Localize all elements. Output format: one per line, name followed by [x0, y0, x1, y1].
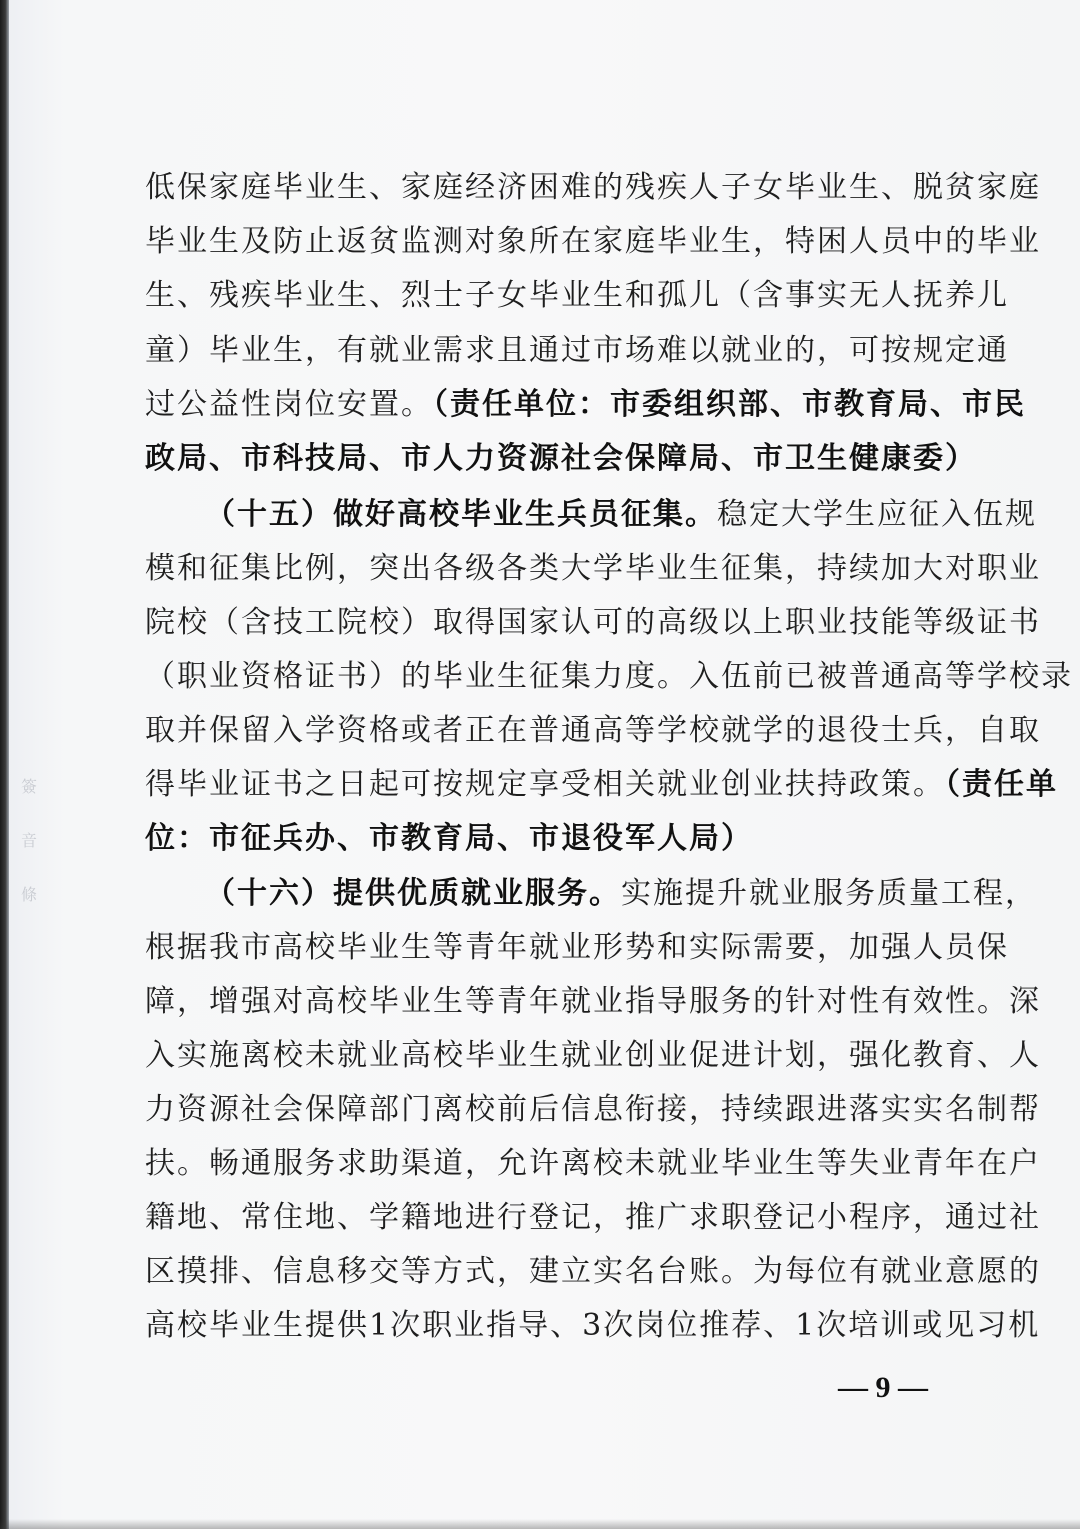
text-line: 扶。畅通服务求助渠道，允许离校未就业毕业生等失业青年在户: [145, 1146, 1041, 1181]
page-binding-shadow: [0, 0, 9, 1529]
page-number: — 9 —: [838, 1371, 928, 1404]
text-line: 童）毕业生，有就业需求且通过市场难以就业的，可按规定通: [145, 333, 1009, 368]
text-run: 过公益性岗位安置。: [145, 387, 433, 422]
text-line: 生、残疾毕业生、烈士子女毕业生和孤儿（含事实无人抚养儿: [145, 278, 1009, 313]
section-heading-15: （十五）做好高校毕业生兵员征集。: [205, 497, 717, 532]
text-run: 稳定大学生应征入伍规: [717, 497, 1037, 532]
text-line: 高校毕业生提供1次职业指导、3次岗位推荐、1次培训或见习机: [145, 1308, 1041, 1343]
text-run: 得毕业证书之日起可按规定享受相关就业创业扶持政策。: [145, 767, 945, 802]
text-line: （职业资格证书）的毕业生征集力度。入伍前已被普通高等学校录: [145, 659, 1073, 694]
section-heading-line: [205, 872, 1037, 916]
text-line: 力资源社会保障部门离校前后信息衔接，持续跟进落实实名制帮: [145, 1092, 1041, 1127]
text-line: 入实施离校未就业高校毕业生就业创业促进计划，强化教育、人: [145, 1038, 1041, 1073]
text-line: 模和征集比例，突出各级各类大学毕业生征集，持续加大对职业: [145, 551, 1041, 586]
text-line: 取并保留入学资格或者正在普通高等学校就学的退役士兵，自取: [145, 713, 1041, 748]
text-line: [145, 763, 1058, 807]
text-line: 毕业生及防止返贫监测对象所在家庭毕业生，特困人员中的毕业: [145, 224, 1041, 259]
text-line: 低保家庭毕业生、家庭经济困难的残疾人子女毕业生、脱贫家庭: [145, 170, 1041, 205]
text-line: [145, 817, 950, 861]
responsible-units-text: （责任单位：市委组织部、市教育局、市民: [433, 387, 1026, 422]
text-run: 实施提升就业服务质量工程，: [621, 876, 1037, 911]
text-line: 障，增强对高校毕业生等青年就业指导服务的针对性有效性。深: [145, 984, 1041, 1019]
margin-bleed-mark: 條: [20, 885, 37, 904]
text-line: 院校（含技工院校）取得国家认可的高级以上职业技能等级证书: [145, 605, 1041, 640]
margin-bleed-mark: 音: [20, 831, 37, 850]
responsible-units-text: 政局、市科技局、市人力资源社会保障局、市卫生健康委）: [145, 441, 977, 476]
responsible-units-text: （责任单: [945, 767, 1058, 802]
text-line: [145, 437, 977, 481]
margin-bleed-mark: 簽: [20, 777, 37, 796]
text-line: [145, 383, 1026, 427]
text-line: 籍地、常住地、学籍地进行登记，推广求职登记小程序，通过社: [145, 1200, 1041, 1235]
section-heading-16: （十六）提供优质就业服务。: [205, 876, 621, 911]
text-line: 根据我市高校毕业生等青年就业形势和实际需要，加强人员保: [145, 930, 1009, 965]
page-bottom-shadow: [0, 1519, 1080, 1529]
responsible-units-text: 位：市征兵办、市教育局、市退役军人局）: [145, 821, 753, 856]
text-line: 区摸排、信息移交等方式，建立实名台账。为每位有就业意愿的: [145, 1254, 1041, 1289]
section-heading-line: [205, 493, 1037, 537]
